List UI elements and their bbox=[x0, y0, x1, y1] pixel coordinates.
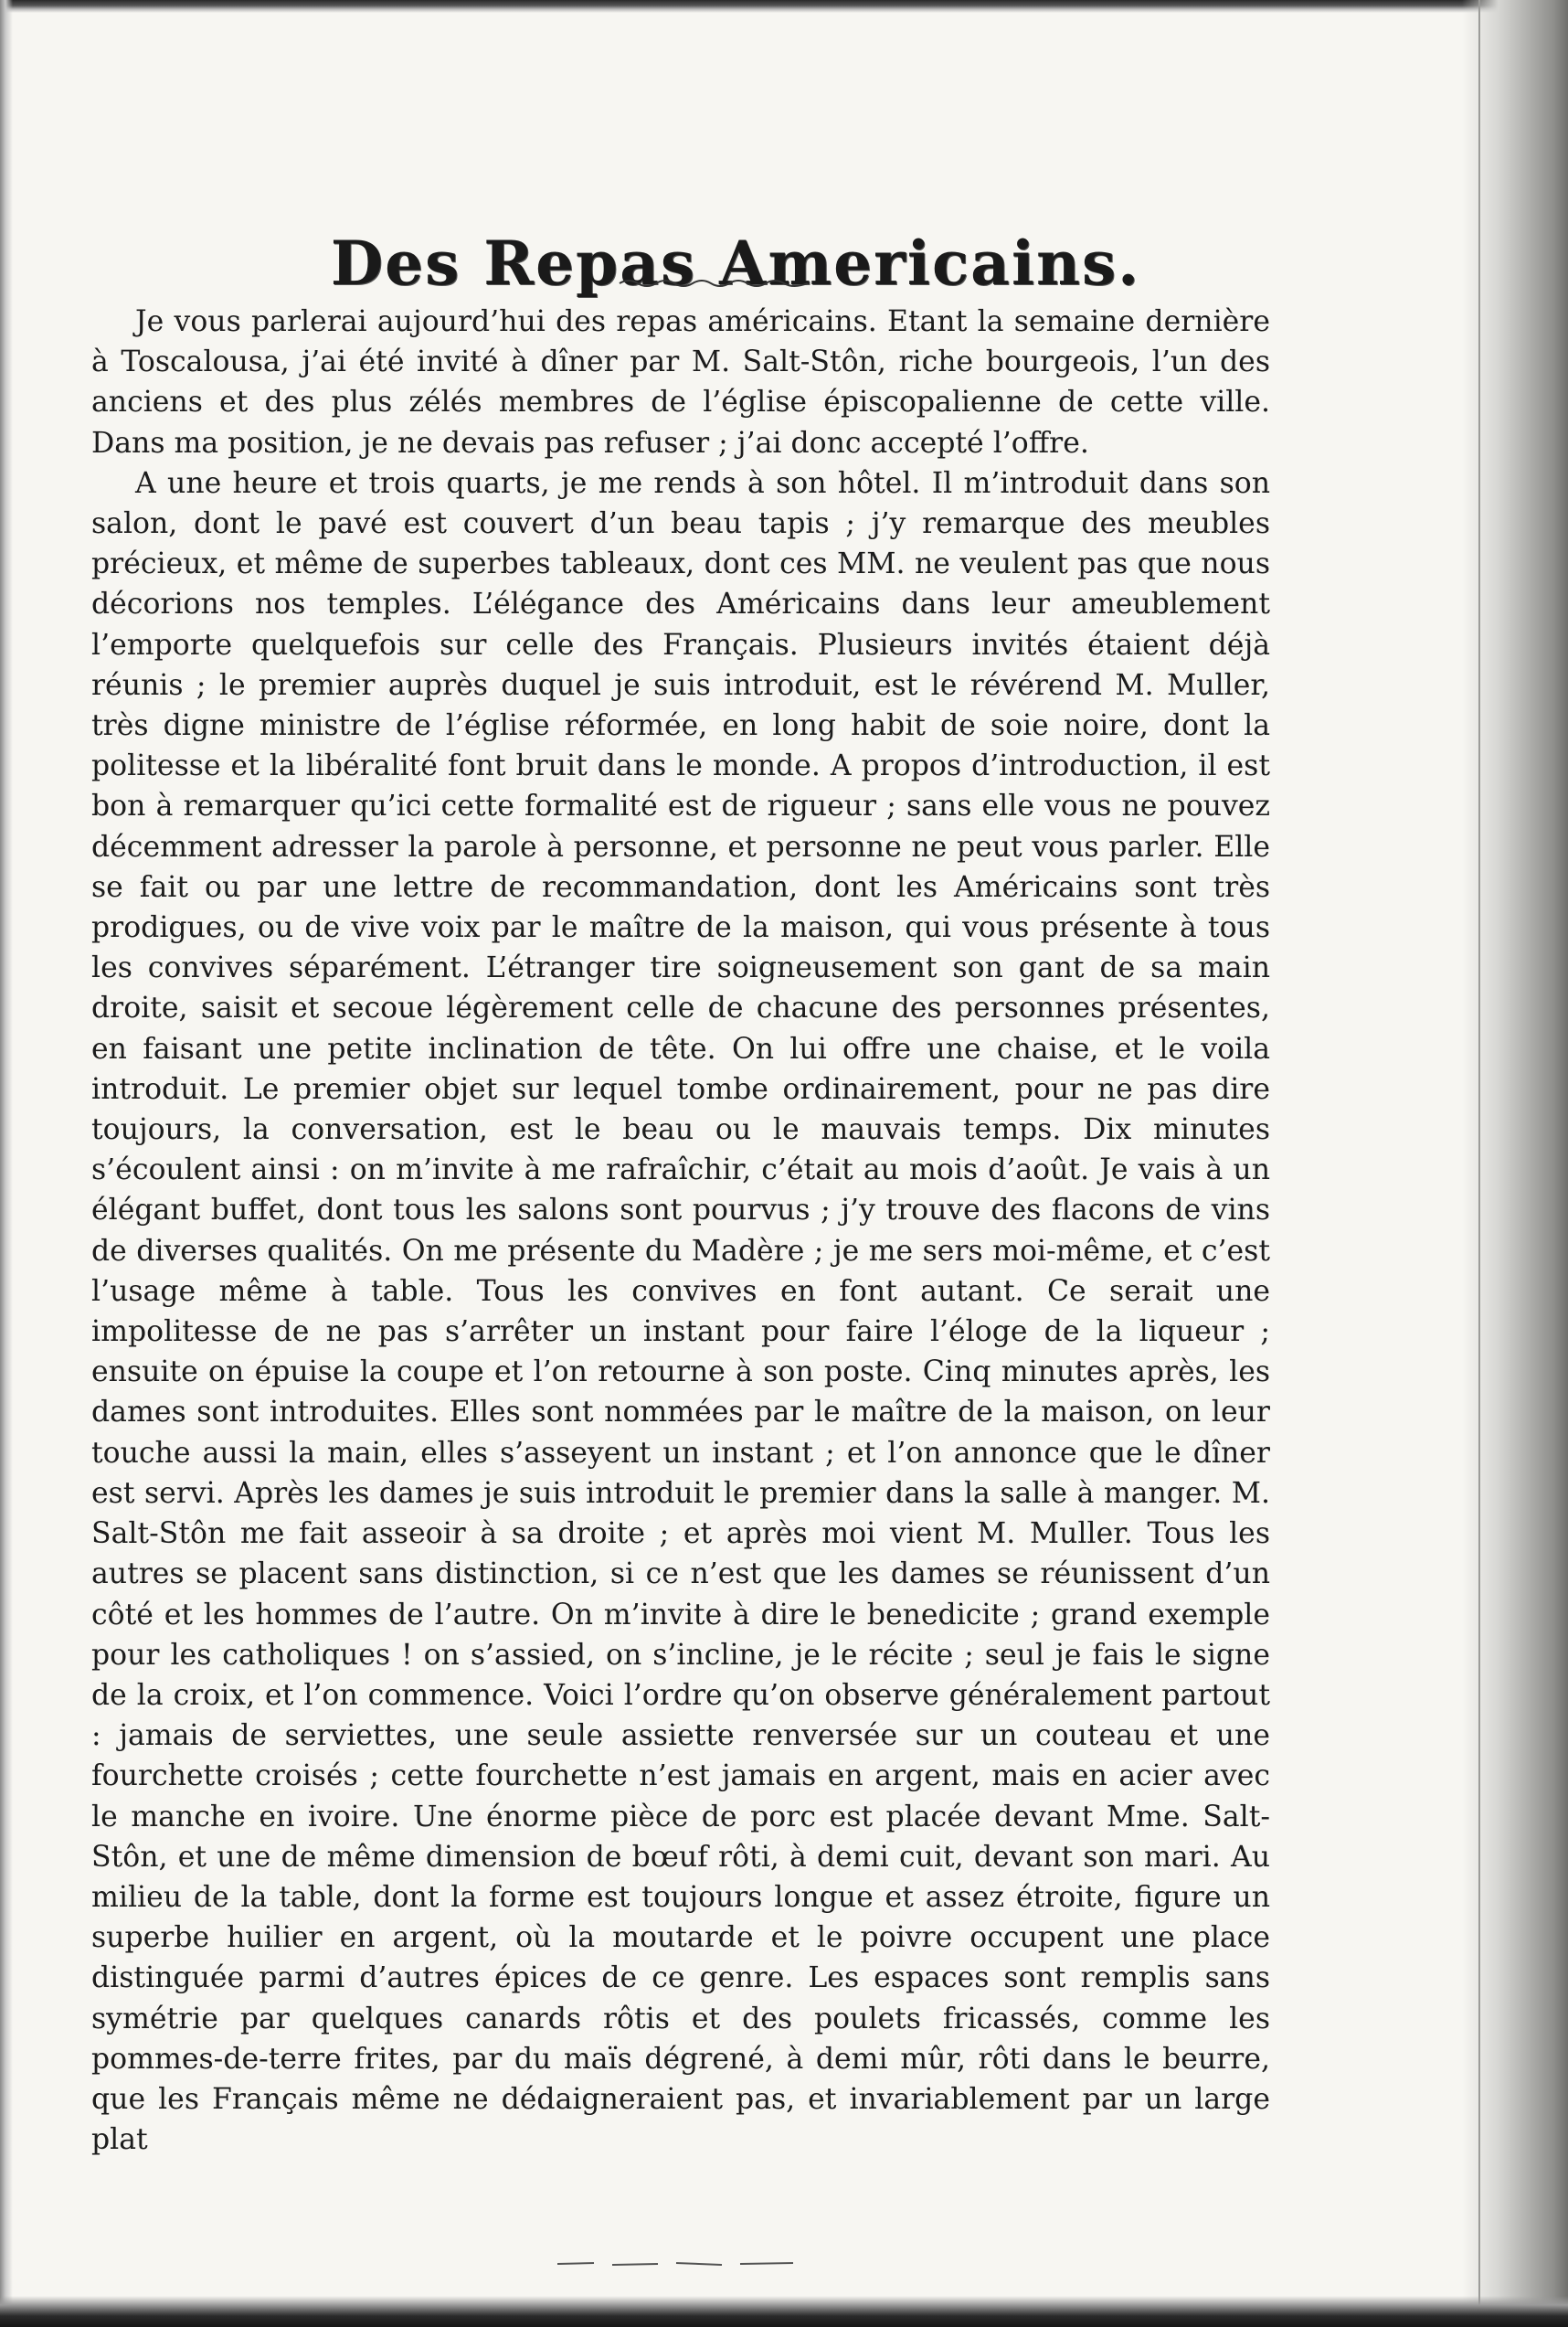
paragraph-1: Je vous parlerai aujourd’hui des repas américains. Etant la semaine dernière à Toscalousa, j’ai été invité à dîner par M. Salt-Stôn, riche bourgeois, l’un des anciens et des plus zélés membres de l’église épiscopalienne de cette ville. Dans ma position, je ne devais pas refuser ; j’ai donc accepté l’offre. bbox=[91, 305, 1270, 460]
title-ornament-rule bbox=[618, 276, 810, 289]
page-bottom-edge bbox=[0, 2296, 1568, 2327]
article-body bbox=[91, 302, 1270, 2160]
page-left-edge bbox=[0, 0, 13, 2327]
paragraph-2: A une heure et trois quarts, je me rends à son hôtel. Il m’introduit dans son salon, dont le pavé est couvert d’un beau tapis ; j’y remarque des meubles précieux, et même de superbes tableaux, dont ces MM. ne veulent pas que nous décorions nos temples. L’élégance des Américains dans leur ameublement l’emporte quelquefois sur celle des Français. Plusieurs invités étaient déjà réunis ; le premier auprès duquel je suis introduit, est le révérend M. Muller, très digne ministre de l’église réformée, en long habit de soie noire, dont la politesse et la libéralité font bruit dans le monde. A propos d’introduction, il est bon à remarquer qu’ici cette formalité est de rigueur ; sans elle vous ne pouvez décemment adresser la parole à personne, et personne ne peut vous parler. Elle se fait ou par une lettre de recommandation, dont les Américains sont très prodigues, ou de vive voix par le maître de la maison, qui vous présente à tous les convives séparément. L’étranger tire soigneusement son gant de sa main droite, saisit et secoue légèrement celle de chacune des personnes présentes, en faisant une petite inclination de tête. On lui offre une chaise, et le voila introduit. Le premier objet sur lequel tombe ordinairement, pour ne pas dire toujours, la conversation, est le beau ou le mauvais temps. Dix minutes s’écoulent ainsi : on m’invite à me rafraîchir, c’était au mois d’août. Je vais à un élégant buffet, dont tous les salons sont pourvus ; j’y trouve des flacons de vins de diverses qualités. On me présente du Madère ; je me sers moi-même, et c’est l’usage même à table. Tous les convives en font autant. Ce serait une impolitesse de ne pas s’arrêter un instant pour faire l’éloge de la liqueur ; ensuite on épuise la coupe et l’on retourne à son poste. Cinq minutes après, les dames sont introduites. Elles sont nommées par le maître de la maison, on leur touche aussi la main, elles s’asseyent un instant ; et l’on annonce que le dîner est servi. Après les dames je suis introduit le premier dans la salle à manger. M. Salt-Stôn me fait asseoir à sa droite ; et après moi vient M. Muller. Tous les autres se placent sans distinction, si ce n’est que les dames se réunissent d’un côté et les hommes de l’autre. On m’invite à dire le benedicite ; grand exemple pour les catholiques ! on s’assied, on s’incline, je le récite ; seul je fais le signe de la croix, et l’on commence. Voici l’ordre qu’on observe généralement partout : jamais de serviettes, une seule assiette renversée sur un couteau et une fourchette croisés ; cette fourchette n’est jamais en argent, mais en acier avec le manche en ivoire. Une énorme pièce de porc est placée devant Mme. Salt-Stôn, et une de même dimension de bœuf rôti, à demi cuit, devant son mari. Au milieu de la table, dont la forme est toujours longue et assez étroite, figure un superbe huilier en argent, où la moutarde et le poivre occupent une place distinguée parmi d’autres épices de ce genre. Les espaces sont remplis sans symétrie par quelques canards rôtis et des poulets fricassés, comme les pommes-de-terre frites, par du maïs dégrené, à demi mûr, rôti dans le beurre, que les Français même ne dédaigneraient pas, et invariablement par un large plat bbox=[91, 466, 1270, 2157]
fold-line bbox=[1478, 0, 1480, 2327]
bottom-print-mark bbox=[557, 2259, 795, 2269]
article-title: Des Repas Americains. bbox=[330, 228, 1141, 300]
page-top-edge bbox=[0, 0, 1568, 13]
